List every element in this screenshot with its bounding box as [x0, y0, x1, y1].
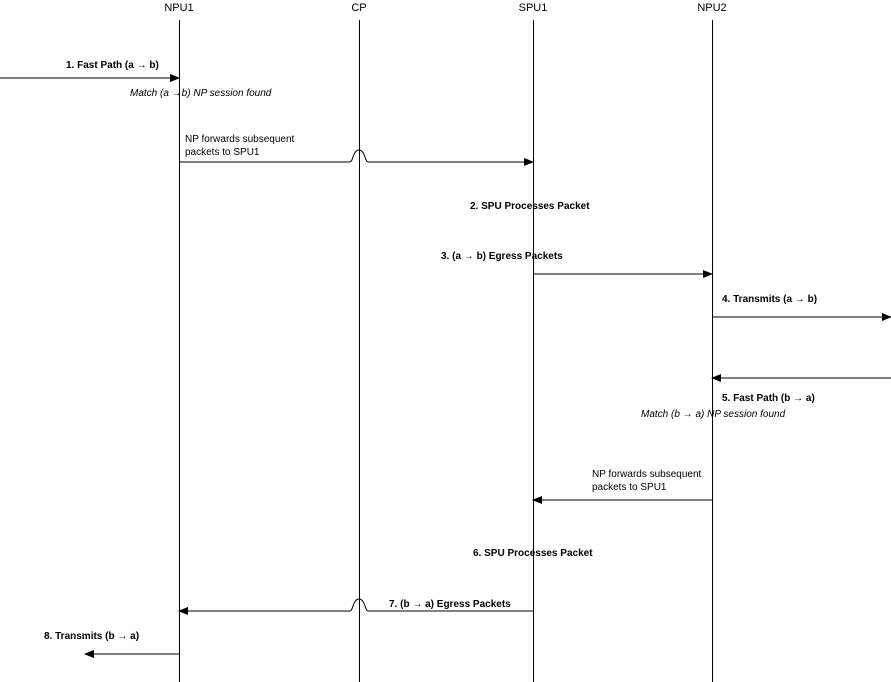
note-match-ba-session: Match (b → a) NP session found [641, 409, 786, 420]
message-label-transmits-ba: 8. Transmits (b → a) [44, 631, 140, 642]
lifeline-label-npu2: NPU2 [697, 2, 727, 14]
note-spu-processes-packet-2: 6. SPU Processes Packet [473, 548, 593, 559]
lifeline-npu1 [179, 20, 180, 682]
np-forwards-rev-line-1: NP forwards subsequent [592, 469, 702, 480]
message-label-np-forwards-to-spu1-1 [185, 133, 294, 159]
message-label-fast-path-ba: 5. Fast Path (b → a) [722, 393, 815, 404]
lifeline-cp [359, 20, 360, 682]
lifeline-label-cp: CP [351, 2, 367, 14]
np-forwards-line-1: NP forwards subsequent [185, 134, 295, 145]
message-label-transmits-ab: 4. Transmits (a → b) [722, 294, 818, 305]
message-label-egress-packets-ab: 3. (a → b) Egress Packets [441, 251, 563, 262]
lifeline-label-npu1: NPU1 [164, 2, 194, 14]
message-label-fast-path-ab: 1. Fast Path (a → b) [66, 60, 159, 71]
message-label-egress-packets-ba: 7. (b → a) Egress Packets [389, 599, 511, 610]
lifeline-label-spu1: SPU1 [518, 2, 548, 14]
message-label-np-forwards-to-spu1-2 [592, 468, 701, 494]
lifeline-spu1 [533, 20, 534, 682]
lifeline-npu2 [712, 20, 713, 682]
note-spu-processes-packet-1: 2. SPU Processes Packet [470, 201, 590, 212]
np-forwards-line-2: packets to SPU1 [185, 147, 260, 158]
np-forwards-rev-line-2: packets to SPU1 [592, 482, 667, 493]
note-match-ab-session: Match (a →b) NP session found [130, 88, 272, 99]
